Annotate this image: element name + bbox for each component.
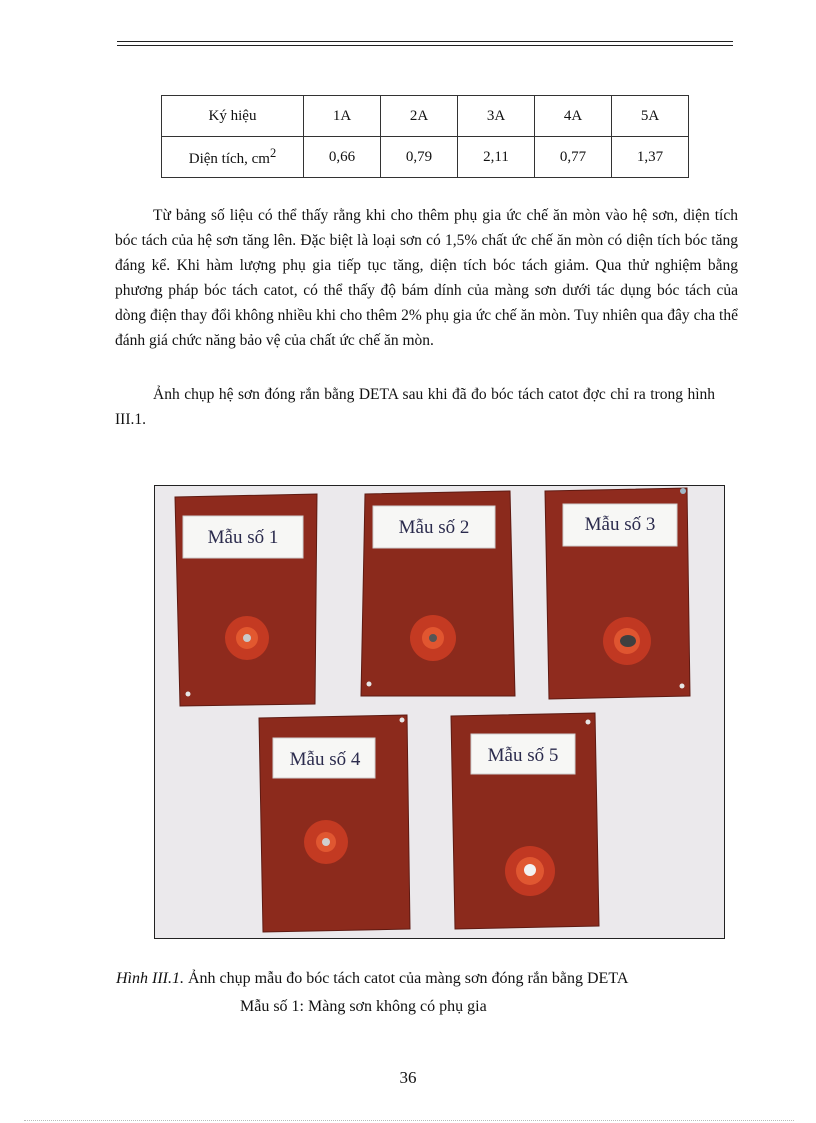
sample-label-1: Mẫu số 1 bbox=[207, 527, 279, 548]
table-row bbox=[162, 96, 689, 137]
body-paragraph-2: Ảnh chụp hệ sơn đóng rắn bằng DETA sau khi đã đo bóc tách catot đợc chỉ ra trong hình III.1. bbox=[115, 386, 715, 428]
table-header-label: Ký hiệu bbox=[162, 96, 304, 137]
body-paragraph-1: Từ bảng số liệu có thể thấy rằng khi cho thêm phụ gia ức chế ăn mòn vào hệ sơn, diện tích bóc tách của hệ sơn tăng lên. Đặc biệt là loại sơn có 1,5% chất ức chế ăn mòn có diện tích bóc tăng đáng kể. Khi hàm lượng phụ gia tiếp tục tăng, diện tích bóc tách giảm. Qua thử nghiệm bằng phương pháp bóc tách catot, có thể thấy độ bám dính của màng sơn dưới tác dụng bóc tách của dòng điện thay đổi không nhiều khi cho thêm 2% phụ gia ức chế ăn mòn. Tuy nhiên qua đây cha thể đánh giá chức năng bảo vệ của chất ức chế ăn mòn. bbox=[115, 207, 738, 349]
page-number: 36 bbox=[399, 1068, 417, 1087]
table-cell: 1,37 bbox=[612, 137, 689, 178]
table-cell: 1A bbox=[304, 96, 381, 137]
sample-panel-3 bbox=[545, 488, 690, 699]
area-label-superscript: 2 bbox=[269, 146, 277, 160]
sample-panel-1 bbox=[175, 494, 317, 706]
sample-label-3: Mẫu số 3 bbox=[584, 514, 656, 535]
table-cell: 2,11 bbox=[458, 137, 535, 178]
table-cell: 0,79 bbox=[381, 137, 458, 178]
sample-label-5: Mẫu số 5 bbox=[487, 745, 559, 766]
sample-photo-svg bbox=[155, 486, 724, 938]
footer-dotted-line bbox=[24, 1120, 794, 1121]
table-cell: 2A bbox=[381, 96, 458, 137]
sample-label-4: Mẫu số 4 bbox=[289, 749, 361, 770]
figure-caption-text: Ảnh chụp mẫu đo bóc tách catot của màng sơn đóng rắn bằng DETA bbox=[183, 970, 629, 987]
table-cell: 0,66 bbox=[304, 137, 381, 178]
header-rule-bottom bbox=[117, 45, 733, 46]
area-label-text: Diện tích, cm bbox=[188, 151, 270, 167]
figure-caption-line2: Mẫu số 1: Màng sơn không có phụ gia bbox=[240, 998, 487, 1015]
sample-photo bbox=[154, 485, 725, 939]
sample-panel-5 bbox=[451, 713, 599, 929]
table-row-label bbox=[162, 137, 304, 178]
table-cell: 0,77 bbox=[535, 137, 612, 178]
header-rule-top bbox=[117, 41, 733, 42]
table-cell: 3A bbox=[458, 96, 535, 137]
peel-area-table bbox=[161, 95, 689, 178]
sample-panel-2 bbox=[361, 491, 515, 696]
sample-label-2: Mẫu số 2 bbox=[398, 517, 470, 538]
figure-label: Hình III.1. bbox=[116, 970, 184, 987]
table-cell: 5A bbox=[612, 96, 689, 137]
table-row bbox=[162, 137, 689, 178]
figure-caption bbox=[116, 970, 628, 988]
sample-panel-4 bbox=[259, 715, 410, 932]
table-cell: 4A bbox=[535, 96, 612, 137]
